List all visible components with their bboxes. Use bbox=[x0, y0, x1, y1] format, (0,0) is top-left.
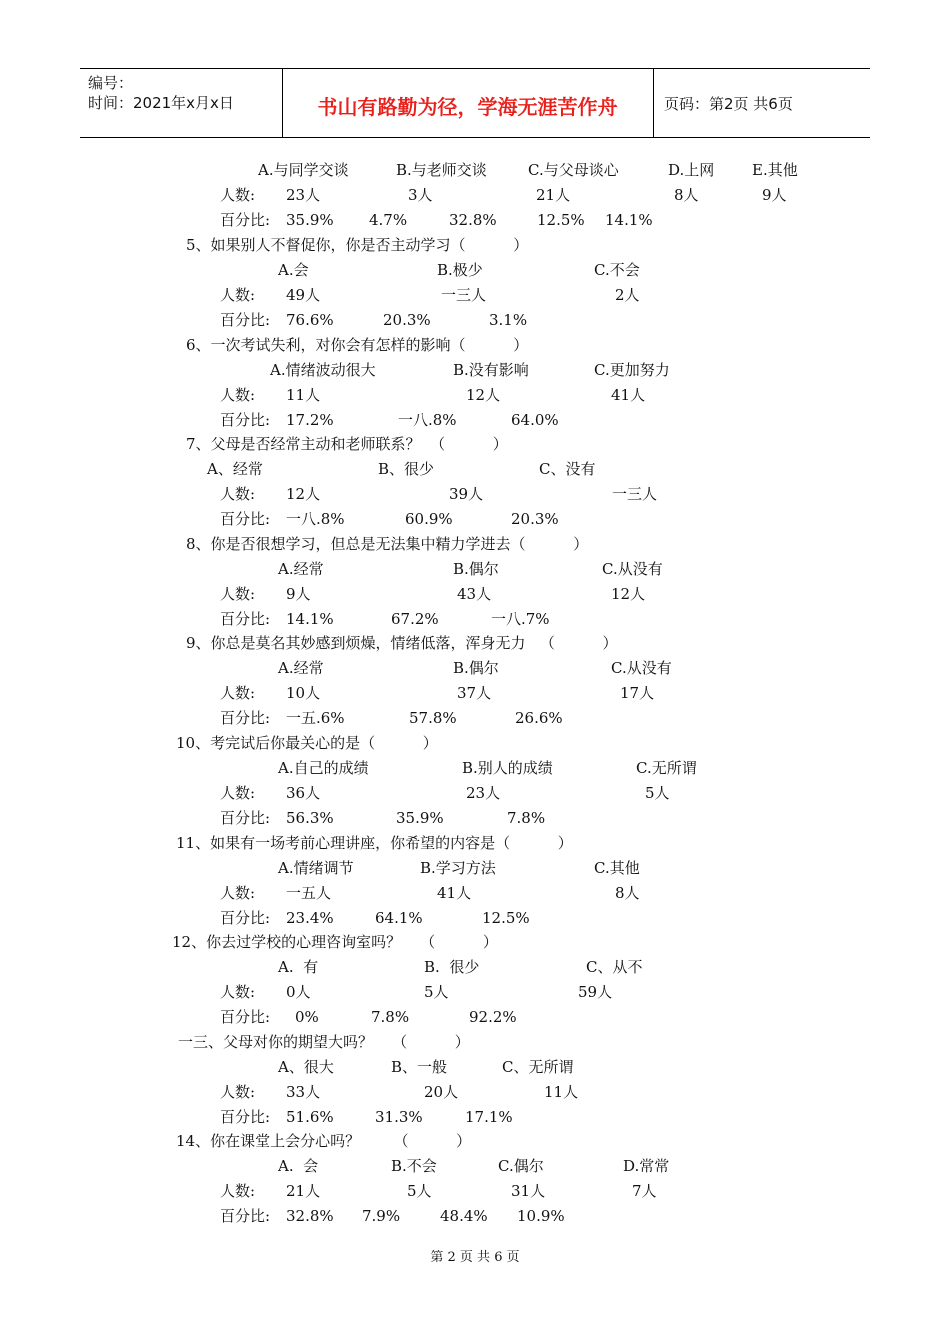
survey-text: 12、你去过学校的心理咨询室吗？ （ ） bbox=[172, 933, 498, 951]
survey-text: 12.5% bbox=[482, 909, 530, 927]
survey-text: 5人 bbox=[424, 983, 449, 1001]
header-motto: 书山有路勤为径，学海无涯苦作舟 bbox=[317, 95, 618, 119]
survey-text: 41人 bbox=[437, 884, 472, 902]
survey-text: 人数: bbox=[220, 1182, 256, 1200]
survey-text: A、经常 bbox=[207, 460, 263, 478]
survey-text: A. 有 bbox=[278, 958, 319, 976]
survey-text: 64.1% bbox=[375, 909, 423, 927]
survey-text: 14、你在课堂上会分心吗？ （ ） bbox=[176, 1132, 472, 1150]
survey-text: A.情绪波动很大 bbox=[270, 361, 376, 379]
survey-text: 人数: bbox=[220, 684, 256, 702]
survey-text: 76.6% bbox=[286, 311, 334, 329]
survey-text: 20人 bbox=[424, 1083, 459, 1101]
survey-text: 0% bbox=[295, 1008, 319, 1026]
survey-text: B.没有影响 bbox=[453, 361, 529, 379]
header-page-number: 页码：第2页 共6页 bbox=[664, 95, 793, 113]
survey-text: 7、父母是否经常主动和老师联系？ （ ） bbox=[186, 435, 508, 453]
survey-text: 一五.6% bbox=[286, 709, 345, 727]
survey-text: 0人 bbox=[286, 983, 311, 1001]
survey-text: 8人 bbox=[674, 186, 699, 204]
survey-text: 百分比: bbox=[220, 311, 271, 329]
survey-text: A、很大 bbox=[278, 1058, 334, 1076]
page-footer: 第 2 页 共 6 页 bbox=[430, 1250, 520, 1265]
survey-text: 37人 bbox=[457, 684, 492, 702]
survey-text: 10、考完试后你最关心的是（ ） bbox=[176, 734, 438, 752]
survey-text: 31人 bbox=[511, 1182, 546, 1200]
survey-text: 41人 bbox=[611, 386, 646, 404]
survey-text: A.自己的成绩 bbox=[278, 759, 369, 777]
survey-text: 32.8% bbox=[286, 1207, 334, 1225]
survey-text: 39人 bbox=[449, 485, 484, 503]
survey-text: 百分比: bbox=[220, 709, 271, 727]
survey-text: 7人 bbox=[632, 1182, 657, 1200]
survey-text: 10人 bbox=[286, 684, 321, 702]
header-divider-right bbox=[653, 69, 654, 137]
survey-text: 人数: bbox=[220, 186, 256, 204]
survey-text: 5人 bbox=[407, 1182, 432, 1200]
survey-text: D.上网 bbox=[668, 161, 715, 179]
survey-text: 百分比: bbox=[220, 909, 271, 927]
survey-text: 35.9% bbox=[396, 809, 444, 827]
survey-text: B. 很少 bbox=[424, 958, 480, 976]
header-meta bbox=[88, 73, 234, 113]
survey-text: 5、如果别人不督促你，你是否主动学习（ ） bbox=[186, 236, 529, 254]
survey-text: B.学习方法 bbox=[420, 859, 496, 877]
survey-text: C.其他 bbox=[594, 859, 640, 877]
survey-text: 人数: bbox=[220, 386, 256, 404]
survey-text: 百分比: bbox=[220, 510, 271, 528]
survey-text: 一八.7% bbox=[491, 610, 550, 628]
survey-text: 12.5% bbox=[537, 211, 585, 229]
survey-text: 人数: bbox=[220, 286, 256, 304]
survey-text: 11人 bbox=[286, 386, 321, 404]
survey-text: 9人 bbox=[762, 186, 787, 204]
survey-text: B.不会 bbox=[391, 1157, 437, 1175]
survey-text: 23人 bbox=[286, 186, 321, 204]
page-header bbox=[80, 68, 870, 138]
survey-text: 33人 bbox=[286, 1083, 321, 1101]
survey-text: 一八.8% bbox=[286, 510, 345, 528]
survey-text: 12人 bbox=[466, 386, 501, 404]
survey-text: 48.4% bbox=[440, 1207, 488, 1225]
header-number: 编号： bbox=[88, 74, 134, 92]
survey-text: 7.8% bbox=[371, 1008, 410, 1026]
survey-text: 2人 bbox=[615, 286, 640, 304]
survey-text: 59人 bbox=[578, 983, 613, 1001]
survey-text: 人数: bbox=[220, 585, 256, 603]
survey-text: 10.9% bbox=[517, 1207, 565, 1225]
survey-text: 17人 bbox=[620, 684, 655, 702]
survey-text: C.偶尔 bbox=[498, 1157, 544, 1175]
survey-text: 一三人 bbox=[441, 286, 487, 304]
survey-text: 百分比: bbox=[220, 1108, 271, 1126]
survey-text: 21人 bbox=[536, 186, 571, 204]
survey-text: 百分比: bbox=[220, 211, 271, 229]
survey-text: 92.2% bbox=[469, 1008, 517, 1026]
survey-text: 百分比: bbox=[220, 809, 271, 827]
survey-text: 23.4% bbox=[286, 909, 334, 927]
survey-text: 3人 bbox=[408, 186, 433, 204]
survey-text: 3.1% bbox=[489, 311, 528, 329]
survey-text: 9人 bbox=[286, 585, 311, 603]
survey-text: 7.8% bbox=[507, 809, 546, 827]
survey-text: C、无所谓 bbox=[502, 1058, 574, 1076]
survey-text: 一三人 bbox=[612, 485, 658, 503]
survey-text: 21人 bbox=[286, 1182, 321, 1200]
survey-text: 一三、父母对你的期望大吗？ （ ） bbox=[178, 1033, 470, 1051]
survey-text: C.不会 bbox=[594, 261, 640, 279]
survey-text: 51.6% bbox=[286, 1108, 334, 1126]
survey-text: 31.3% bbox=[375, 1108, 423, 1126]
survey-text: 32.8% bbox=[449, 211, 497, 229]
survey-text: 17.2% bbox=[286, 411, 334, 429]
survey-text: A.经常 bbox=[278, 560, 324, 578]
survey-text: 12人 bbox=[286, 485, 321, 503]
header-date: 时间：2021年x月x日 bbox=[88, 94, 234, 112]
survey-text: B、一般 bbox=[391, 1058, 448, 1076]
survey-text: 百分比: bbox=[220, 411, 271, 429]
survey-text: C.与父母谈心 bbox=[528, 161, 619, 179]
survey-text: 14.1% bbox=[286, 610, 334, 628]
survey-text: 人数: bbox=[220, 485, 256, 503]
survey-text: 一五人 bbox=[286, 884, 332, 902]
survey-text: A.经常 bbox=[278, 659, 324, 677]
survey-text: 8人 bbox=[615, 884, 640, 902]
survey-text: B.别人的成绩 bbox=[462, 759, 553, 777]
survey-text: 人数: bbox=[220, 784, 256, 802]
survey-text: 9、你总是莫名其妙感到烦燥，情绪低落，浑身无力 （ ） bbox=[186, 634, 618, 652]
survey-text: E.其他 bbox=[752, 161, 798, 179]
survey-text: A.与同学交谈 bbox=[258, 161, 349, 179]
survey-text: 百分比: bbox=[220, 1008, 271, 1026]
survey-text: C、没有 bbox=[539, 460, 596, 478]
survey-text: 百分比: bbox=[220, 1207, 271, 1225]
survey-text: A.情绪调节 bbox=[278, 859, 354, 877]
survey-text: 26.6% bbox=[515, 709, 563, 727]
survey-text: 57.8% bbox=[409, 709, 457, 727]
survey-text: 4.7% bbox=[369, 211, 408, 229]
survey-text: 43人 bbox=[457, 585, 492, 603]
survey-text: 36人 bbox=[286, 784, 321, 802]
survey-text: 23人 bbox=[466, 784, 501, 802]
survey-text: D.常常 bbox=[623, 1157, 670, 1175]
survey-text: 人数: bbox=[220, 1083, 256, 1101]
survey-text: 20.3% bbox=[511, 510, 559, 528]
survey-text: B.与老师交谈 bbox=[396, 161, 487, 179]
survey-text: 67.2% bbox=[391, 610, 439, 628]
survey-text: B.偶尔 bbox=[453, 560, 499, 578]
survey-text: B.偶尔 bbox=[453, 659, 499, 677]
survey-text: 14.1% bbox=[605, 211, 653, 229]
survey-text: 64.0% bbox=[511, 411, 559, 429]
survey-text: C.无所谓 bbox=[636, 759, 697, 777]
survey-text: 11、如果有一场考前心理讲座，你希望的内容是（ ） bbox=[176, 834, 573, 852]
survey-text: 5人 bbox=[645, 784, 670, 802]
survey-text: 56.3% bbox=[286, 809, 334, 827]
survey-text: 7.9% bbox=[362, 1207, 401, 1225]
survey-text: 百分比: bbox=[220, 610, 271, 628]
survey-text: 6、一次考试失利，对你会有怎样的影响（ ） bbox=[186, 336, 529, 354]
survey-text: A.会 bbox=[278, 261, 309, 279]
survey-text: 一八.8% bbox=[398, 411, 457, 429]
survey-text: 8、你是否很想学习，但总是无法集中精力学进去（ ） bbox=[186, 535, 589, 553]
survey-text: 17.1% bbox=[465, 1108, 513, 1126]
survey-text: C.从没有 bbox=[611, 659, 672, 677]
survey-text: C.更加努力 bbox=[594, 361, 670, 379]
survey-text: C、从不 bbox=[586, 958, 643, 976]
survey-text: B.极少 bbox=[437, 261, 483, 279]
survey-text: C.从没有 bbox=[602, 560, 663, 578]
survey-text: B、很少 bbox=[378, 460, 435, 478]
survey-text: 人数: bbox=[220, 983, 256, 1001]
survey-text: 人数: bbox=[220, 884, 256, 902]
survey-text: 49人 bbox=[286, 286, 321, 304]
survey-text: 35.9% bbox=[286, 211, 334, 229]
survey-text: A. 会 bbox=[278, 1157, 319, 1175]
survey-text: 11人 bbox=[544, 1083, 579, 1101]
survey-text: 12人 bbox=[611, 585, 646, 603]
survey-text: 20.3% bbox=[383, 311, 431, 329]
survey-text: 60.9% bbox=[405, 510, 453, 528]
